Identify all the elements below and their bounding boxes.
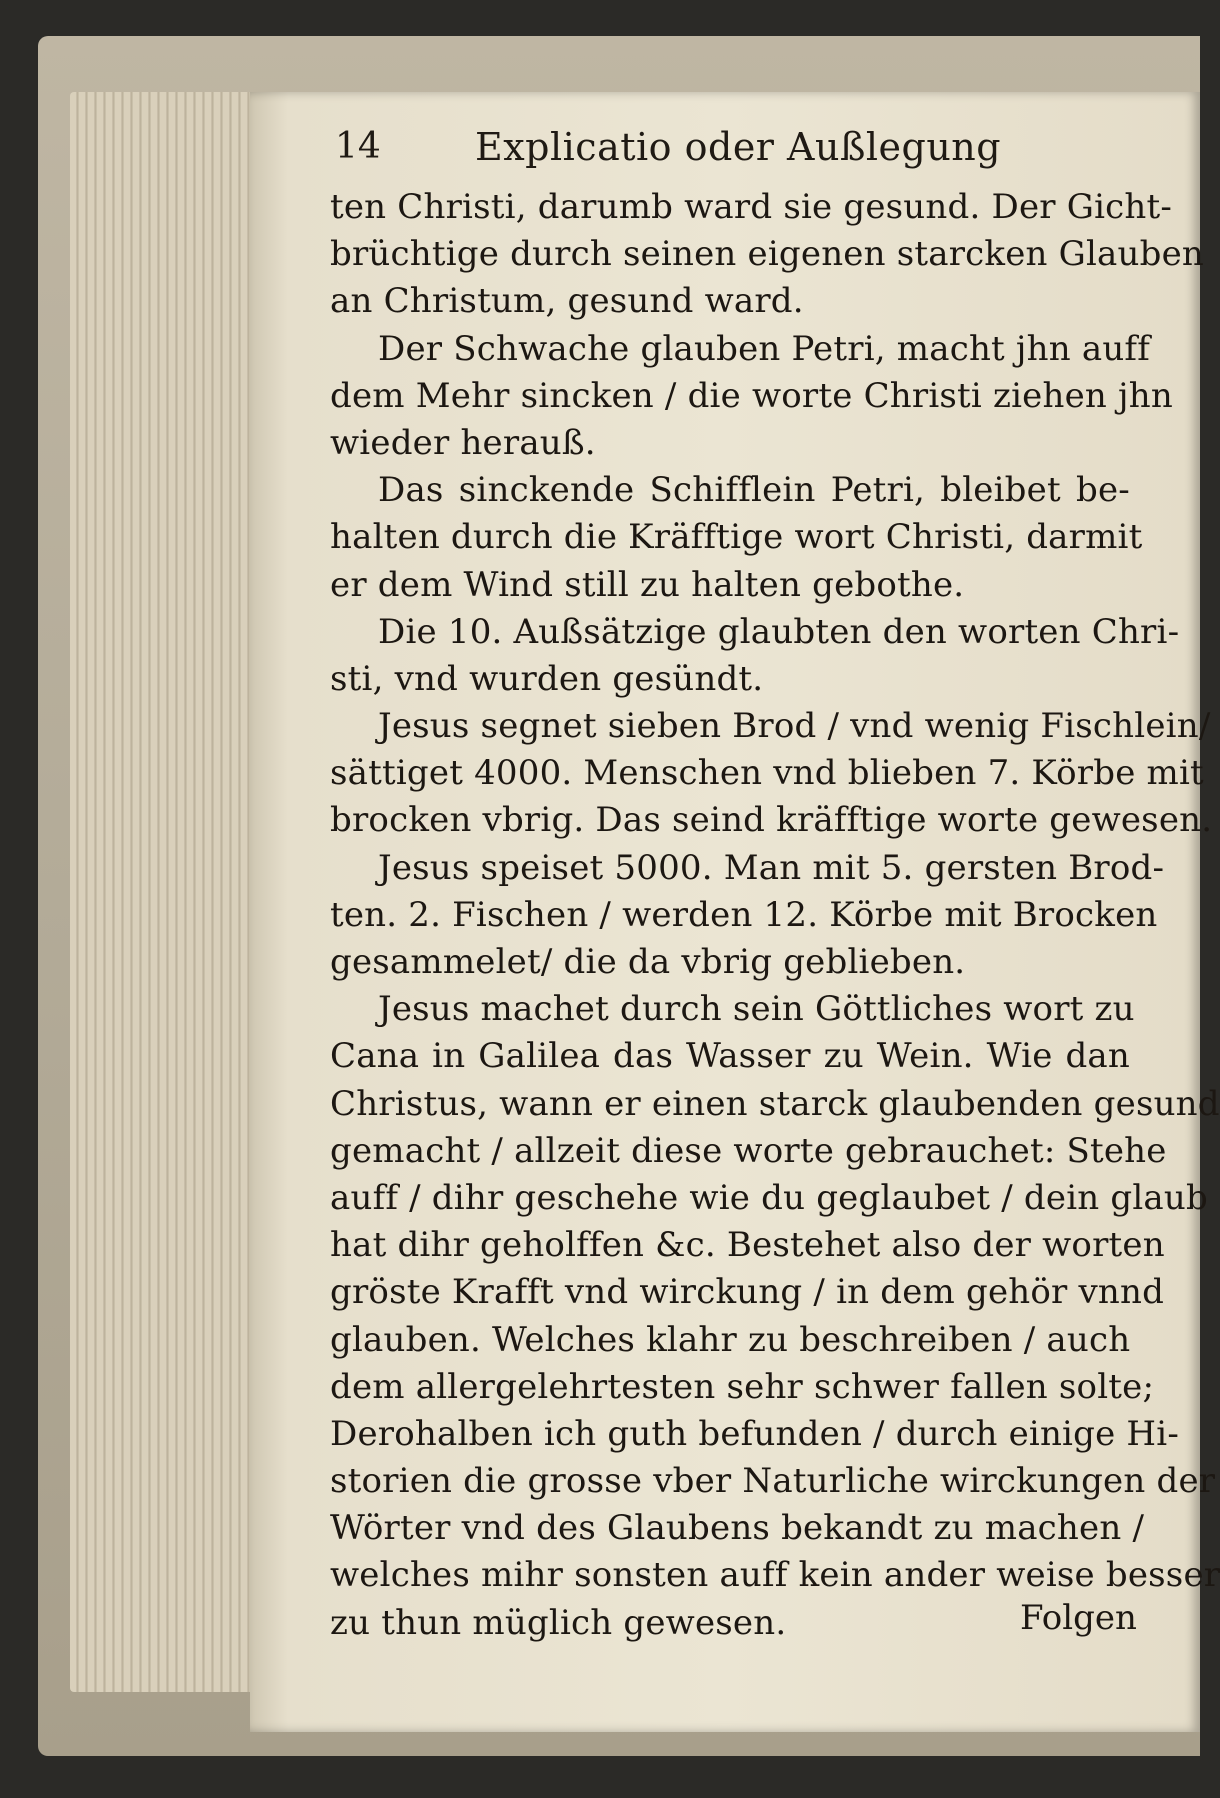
text-line: Das sinckende Schifflein Petri, bleibet be- (378, 470, 1130, 511)
body-text (330, 184, 1220, 1647)
text-line: brüchtige durch seinen eigenen starcken Glauben (330, 234, 1205, 275)
text-line: glauben. Welches klahr zu beschreiben / auch (330, 1319, 1131, 1360)
text-line: sättiget 4000. Menschen vnd blieben 7. Körbe mit (330, 753, 1204, 794)
text-line: er dem Wind still zu halten gebothe. (330, 564, 965, 605)
text-line: dem allergelehrtesten sehr schwer fallen solte; (330, 1366, 1155, 1407)
text-line: gesammelet/ die da vbrig geblieben. (330, 942, 966, 982)
text-line: halten durch die Kräfftige wort Christi, darmit (330, 517, 1143, 558)
catchword: Folgen (1020, 1598, 1137, 1638)
text-line: Der Schwache glauben Petri, macht jhn auff (378, 328, 1150, 369)
text-line: Derohalben ich guth befunden / durch einige Hi- (330, 1413, 1180, 1454)
text-line: an Christum, gesund ward. (330, 281, 804, 322)
text-line: Jesus segnet sieben Brod / vnd wenig Fischlein/ (378, 706, 1211, 747)
text-line: welches mihr sonsten auff kein ander weise besser (330, 1555, 1220, 1596)
text-line: hat dihr geholffen &c. Bestehet also der worten (330, 1225, 1165, 1266)
page-number: 14 (335, 126, 381, 167)
text-line: brocken vbrig. Das seind kräfftige worte gewesen. (330, 800, 1213, 841)
text-line: zu thun müglich gewesen. (330, 1602, 787, 1643)
page-edges (70, 92, 260, 1692)
text-line: Jesus machet durch sein Göttliches wort zu (378, 989, 1135, 1030)
text-line: Jesus speiset 5000. Man mit 5. gersten Brod- (378, 847, 1165, 888)
running-title: Explicatio oder Außlegung (475, 125, 1002, 169)
text-line: Cana in Galilea das Wasser zu Wein. Wie dan (330, 1036, 1130, 1077)
running-head (335, 122, 1135, 172)
text-line: ten Christi, darumb ward sie gesund. Der Gicht- (330, 187, 1173, 227)
text-line: gröste Krafft vnd wirckung / in dem gehör vnnd (330, 1272, 1165, 1313)
text-line: wieder herauß. (330, 422, 596, 463)
text-line: storien die grosse vber Naturliche wirckungen der (330, 1461, 1216, 1502)
text-line: sti, vnd wurden gesündt. (330, 658, 764, 699)
text-line: auff / dihr geschehe wie du geglaubet / dein glaub (330, 1177, 1208, 1218)
text-line: gemacht / allzeit diese worte gebrauchet: Stehe (330, 1130, 1167, 1171)
text-line: Die 10. Außsätzige glaubten den worten Chri- (378, 611, 1180, 652)
text-line: Wörter vnd des Glaubens bekandt zu machen / (330, 1508, 1145, 1549)
text-line: dem Mehr sincken / die worte Christi ziehen jhn (330, 375, 1173, 416)
text-line: ten. 2. Fischen / werden 12. Körbe mit Brocken (330, 894, 1158, 935)
text-line: Christus, wann er einen starck glaubenden gesund (330, 1083, 1220, 1124)
